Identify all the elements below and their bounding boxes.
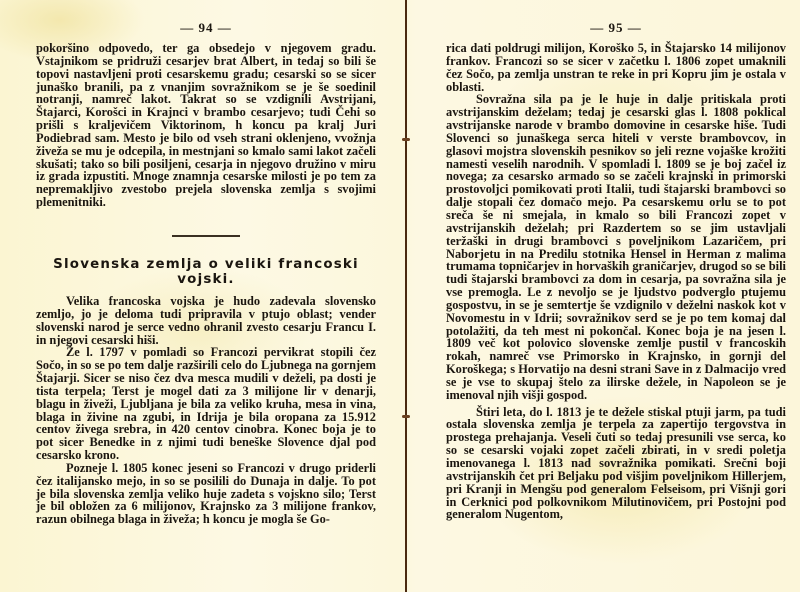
- paragraph: Velika francoska vojska je hudo zadevala slovensko zemljo, jo je deloma tudi pripravila v ptujo oblast; vender slovenski narod je serce vedno ohranil zvesto cesarju Francu I. in njegovi cesarski hiši.: [36, 293, 376, 347]
- page-number-94: — 94 —: [180, 20, 232, 35]
- paragraph: rica dati poldrugi milijon, Koroško 5, in Štajarsko 14 milijonov frankov. Francozi so se sicer v začetku l. 1806 zopet umaknili čez Sočo, pa zemlja unstran te reke in pri Kopru jim je ostala v oblasti.: [446, 41, 786, 94]
- paragraph: Sovražna sila pa je le huje in dalje pritiskala proti avstrijanskim deželam; tedaj je cesarski glas l. 1808 poklical avstrijanske narode v brambo domovine in cesarske hiše. Tudi Slovenci so junaškega serca hiteli v verste brambovcov, in glasovi mojstra slovenskih pesnikov so jeli rezne vojaške krožiti namesti veselih narodnih. V spomladi l. 1809 se je boj začel iz novega; za cesarsko armado so se začeli krajnski in primorski prostovoljci pomikovati proti Italii, tudi štajarski brambovci so dalje stopali čez domačo mejo. Pa cesarskemu orlu se to pot sreča še ni smejala, in kmalo so bili Francozi zopet v avstrijanskih deželah; pri Razdertem so se jim ustavljali teržaški in drugi brambovci s poveljnikom Lazaričem, pri Naborjetu in na Predilu stotnika Hensel in Herman z malima trumama topničarjev in horvaških graničarjev, drugod so se bili tudi štajarski brambovci za dom in cesarja, pa sovražna sila je vse premogla. Le z nevoljo se je ljudstvo podverglo ptujemu gospostvu, in se je semtertje še vzdignilo v deželni naskok kot v Novomestu in v Idrii; sovražnikov serd se je po tem komaj dal potolažiti, da teh mest ni pokončal. Konec boja je na jesen l. 1809 več kot polovico slovenske zemlje pustil v francoskih rokah, namreč vse Primorsko in Krajnsko, in gornji del Koroškega; s Horvatijo na desni strani Save in z Dalmacijo vred se je vse to skupaj štelo za ilirske dežele, in Napoleon se je imenoval njih višji gospod.: [446, 92, 786, 402]
- book-gutter-line: [405, 0, 407, 592]
- paragraph: Štiri leta, do l. 1813 je te dežele stiskal ptuji jarm, pa tudi ostala slovenska zemlja je terpela za zapertijo tergovstva in prostega prehajanja. Veseli čuti so tedaj presunili vse serca, ko so se cesarski vojaki zopet začeli zbirati, in v sredi poletja imenovanega l. 1813 nad sovražnika pomikati. Srečni boji avstrijanskih čet pri Beljaku pod višjim poveljnikom Hillerjem, pri Kranji in Mengšu pod generalom Felseisom, pri Višnji gori in Cerknici pod polkovnikom Milutinovičem, pri Postojni pod generalom Nugentom,: [446, 404, 786, 522]
- left-page: [36, 0, 376, 526]
- right-page: [446, 0, 786, 521]
- page-number-95: — 95 —: [590, 20, 642, 35]
- section-title: Slovenska zemlja o veliki francoski vojski.: [53, 256, 359, 287]
- section-divider: [172, 235, 240, 237]
- gutter-stitch-mark: [402, 415, 410, 418]
- paragraph: pokoršino odpovedo, ter ga obsedejo v njegovem gradu. Vstajnikom se pridruži cesarjev brat Albert, in tedaj so bili še topovi nastavljeni proti cesarskemu gradu; cesarski so se sicer junaško branili, pa z vnanjim sovražnikom se je še soedinil notranji, namreč lakot. Takrat so se vzdignili Avstrijani, Štajarci, Korošci in Krajnci v brambo cesarjevo; tudi Čehi so prišli s kraljevičem Viktorinom, h koncu pa kralj Juri Podiebrad sam. Mesto je bilo od vseh strani oklenjeno, vvožnja živeža se mu je odcepila, in mestnjani so kmalo sami lakot začeli skušati; tako so bili posiljeni, cesarja in njegovo družino v miru iz grada izpustiti. Mnoge znamnja cesarske milosti je po tem za nepremakljivo zvestobo prejela slovenska zemlja s svojimi plemenitniki.: [36, 41, 376, 210]
- paragraph: Že l. 1797 v pomladi so Francozi pervikrat stopili čez Sočo, in so se po tem dalje razširili celo do Ljubnega na gornjem Štajarji. Sicer se niso čez dva mesca mudili v deželi, pa dosti je tista terpela; Terst je mogel dati za 3 milijone lir v denarji, blagu in živeži, Ljubljana je bila za veliko kruha, mesa in vina, blaga in živine na zgubi, in Idrija je bila oropana za 15.912 centov živega srebra, in 420 centov cinobra. Konec boja je to pot sicer Benedke in z njimi tudi beneške Slovence djal pod cesarsko krono.: [36, 345, 376, 463]
- gutter-stitch-mark: [402, 138, 410, 141]
- paragraph: Pozneje l. 1805 konec jeseni so Francozi v drugo priderli čez italijansko mejo, in so se posilili do Dunaja in dalje. To pot je bila slovenska zemlja veliko huje zadeta s vojskno silo; Terst je bil obložen za 6 milijonov, Krajnsko za 3 milijone frankov, razun obilnega blaga in živeža; h koncu je mogla še Go-: [36, 460, 376, 527]
